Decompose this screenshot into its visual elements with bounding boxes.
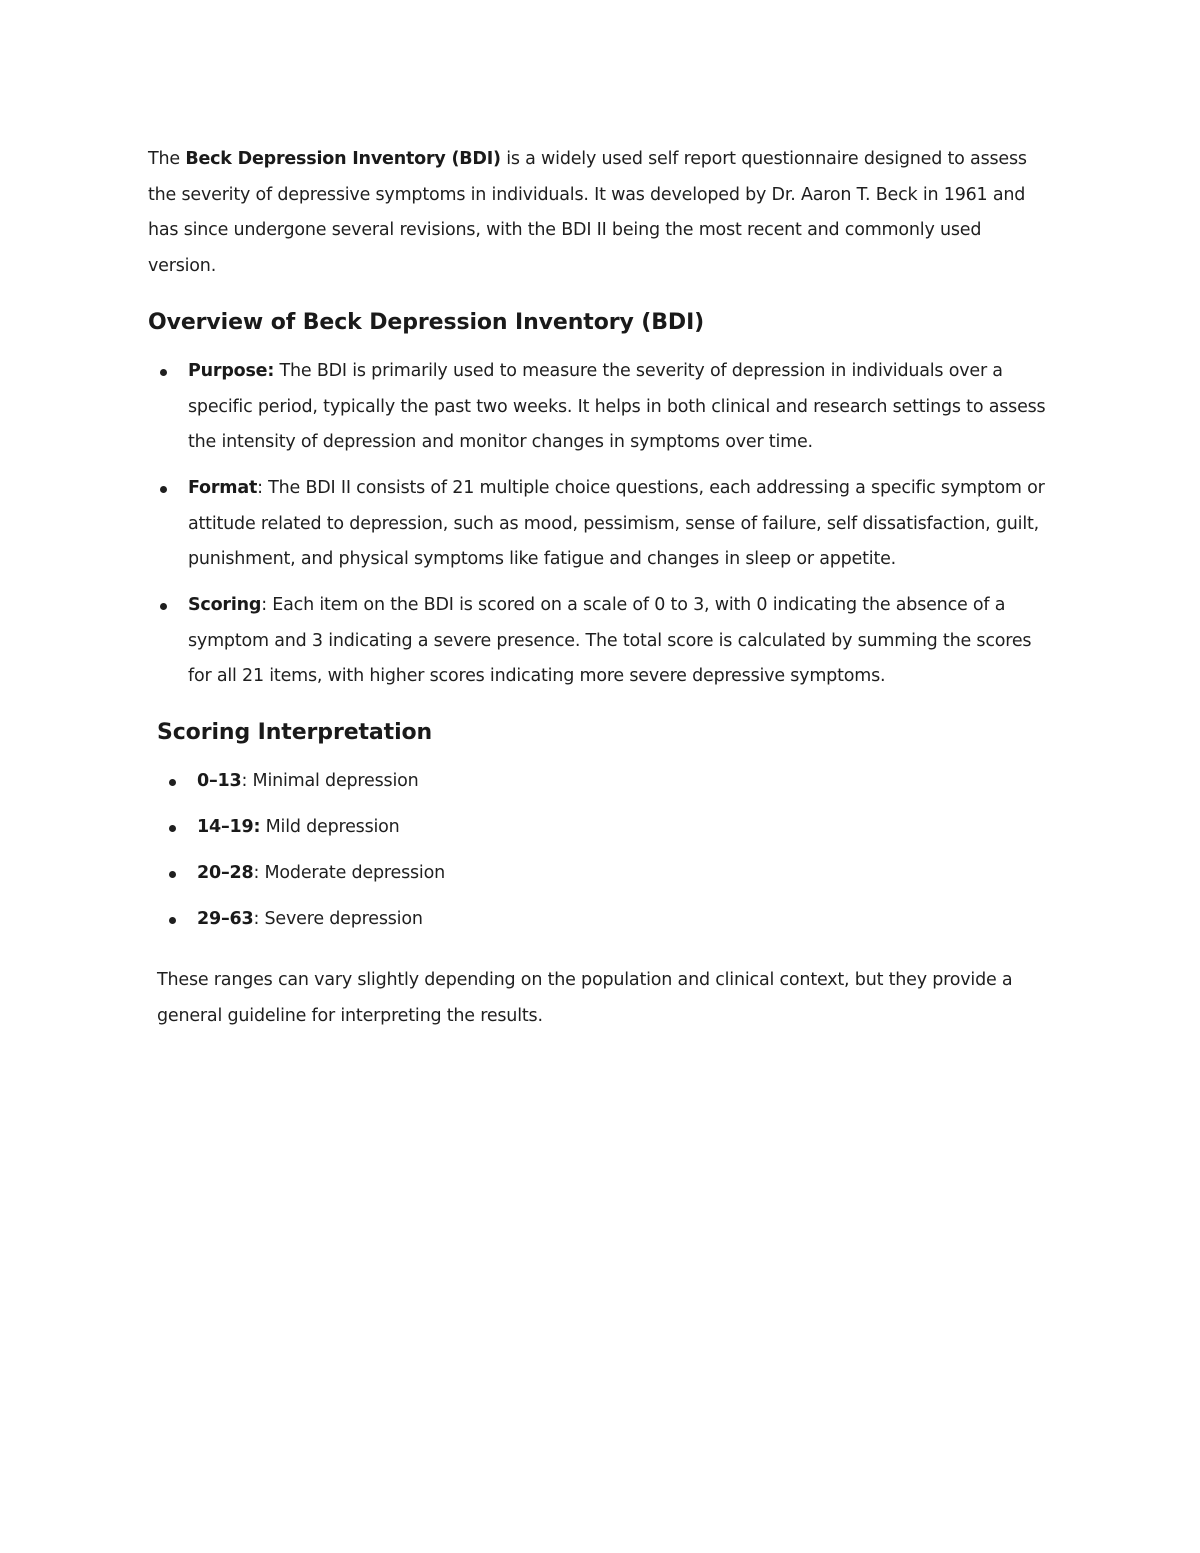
range-label: : Moderate depression <box>253 863 445 883</box>
bullet-icon <box>169 779 176 786</box>
list-item-text: The BDI is primarily used to measure the severity of depression in individuals over a specific period, typically the past two weeks. It helps in both clinical and research settings to assess the intensity of depression and monitor changes in symptoms over time. <box>188 361 1046 452</box>
closing-paragraph: These ranges can vary slightly depending on the population and clinical context, but they provide a general guideline for interpreting the results. <box>157 970 1013 1026</box>
bullet-icon <box>169 825 176 832</box>
range-label: : Minimal depression <box>241 771 419 791</box>
range-value: 20–28 <box>197 863 254 883</box>
range-value: 29–63 <box>197 909 254 929</box>
list-item-purpose <box>188 354 1058 461</box>
intro-paragraph <box>148 142 1048 284</box>
overview-list <box>188 354 1058 705</box>
range-item-severe <box>197 902 897 938</box>
list-item-format <box>188 471 1058 578</box>
bullet-icon <box>169 917 176 924</box>
bullet-icon <box>160 486 167 493</box>
list-item-term: Format <box>188 478 258 498</box>
score-range-list <box>197 764 897 948</box>
bullet-icon <box>160 369 167 376</box>
range-item-moderate <box>197 856 897 892</box>
bullet-icon <box>160 603 167 610</box>
list-item-text: : Each item on the BDI is scored on a scale of 0 to 3, with 0 indicating the absence of a symptom and 3 indicating a severe presence. The total score is calculated by summing the scores for all 21 items, with higher scores indicating more severe depressive symptoms. <box>188 595 1032 686</box>
bullet-icon <box>169 871 176 878</box>
range-item-minimal <box>197 764 897 800</box>
range-label: : Severe depression <box>253 909 423 929</box>
overview-heading: Overview of Beck Depression Inventory (BDI) <box>148 310 705 335</box>
range-value: 0–13 <box>197 771 242 791</box>
list-item-term: Purpose: <box>188 361 275 381</box>
list-item-scoring <box>188 588 1058 695</box>
range-value: 14–19: <box>197 817 261 837</box>
list-item-text: : The BDI II consists of 21 multiple choice questions, each addressing a specific symptom or attitude related to depression, such as mood, pessimism, sense of failure, self dissatisfaction, guilt, punishment, and physical symptoms like fatigue and changes in sleep or appetite. <box>188 478 1045 569</box>
intro-prefix: The <box>148 149 186 169</box>
range-label: Mild depression <box>260 817 400 837</box>
intro-term: Beck Depression Inventory (BDI) <box>185 149 501 169</box>
range-item-mild <box>197 810 897 846</box>
intro-text: is a widely used self report questionnaire designed to assess the severity of depressive symptoms in individuals. It was developed by Dr. Aaron T. Beck in 1961 and has since undergone several revisions, with the BDI II being the most recent and commonly used version. <box>148 149 1027 276</box>
list-item-term: Scoring <box>188 595 262 615</box>
scoring-heading: Scoring Interpretation <box>157 720 433 745</box>
